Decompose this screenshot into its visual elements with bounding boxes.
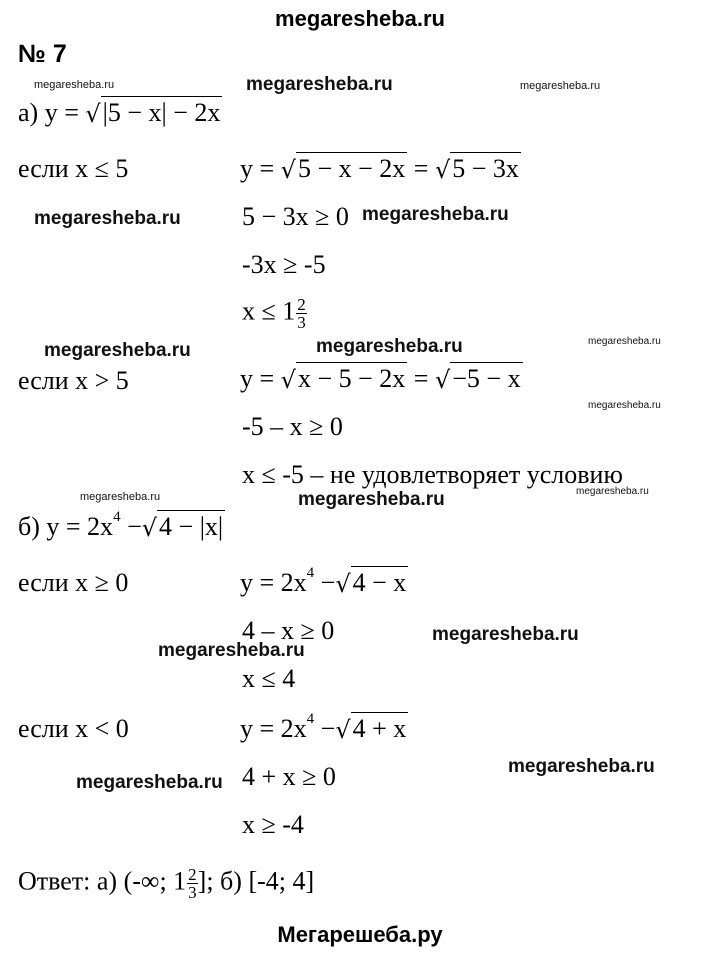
case-equation bbox=[240, 156, 521, 182]
part-b-function bbox=[18, 509, 225, 542]
step: -5 – x ≥ 0 bbox=[242, 412, 343, 441]
case-equation bbox=[240, 565, 408, 598]
answer-tail: ]; б) [-4; 4] bbox=[197, 866, 315, 896]
numerator: 2 bbox=[297, 295, 306, 314]
eq-mid: = bbox=[407, 154, 435, 183]
numerator: 2 bbox=[188, 865, 197, 884]
site-header: megaresheba.ru bbox=[275, 6, 445, 31]
eq-lead: y = bbox=[240, 154, 281, 183]
exponent: 4 bbox=[306, 565, 315, 581]
radicand: 4 − x bbox=[352, 568, 407, 597]
eq-mid: = bbox=[407, 364, 435, 393]
radicand: |5 − x| − 2x bbox=[102, 98, 221, 127]
case-equation bbox=[240, 711, 408, 744]
watermark: megaresheba.ru bbox=[158, 640, 305, 661]
watermark: megaresheba.ru bbox=[520, 80, 601, 92]
watermark: megaresheba.ru bbox=[44, 340, 191, 361]
sqrt: √x − 5 − 2x bbox=[280, 364, 406, 394]
step: -3x ≥ -5 bbox=[242, 250, 326, 279]
problem-number: № 7 bbox=[18, 40, 67, 68]
eq-lead: y = 2x bbox=[240, 568, 307, 597]
sqrt: √−5 − x bbox=[434, 364, 521, 394]
radicand: x − 5 − 2x bbox=[297, 364, 406, 393]
case-condition: если x > 5 bbox=[18, 366, 129, 395]
site-footer: Мегарешеба.ру bbox=[277, 922, 443, 947]
case-condition: если x ≥ 0 bbox=[18, 568, 129, 597]
eq-lead: y = 2x bbox=[240, 714, 307, 743]
watermark: megaresheba.ru bbox=[576, 486, 649, 497]
radicand: 5 − x − 2x bbox=[297, 154, 406, 183]
radicand: 4 + x bbox=[352, 714, 407, 743]
watermark: megaresheba.ru bbox=[588, 400, 661, 411]
exponent: 4 bbox=[306, 711, 315, 727]
eq-lead: y = bbox=[240, 364, 281, 393]
answer-line bbox=[18, 866, 314, 901]
exponent: 4 bbox=[113, 509, 121, 525]
watermark: megaresheba.ru bbox=[34, 208, 181, 229]
fraction bbox=[187, 866, 198, 901]
answer-lead: Ответ: а) (-∞; 1 bbox=[18, 866, 187, 896]
watermark: megaresheba.ru bbox=[76, 772, 223, 793]
watermark: megaresheba.ru bbox=[508, 756, 655, 777]
step: 4 – x ≥ 0 bbox=[242, 616, 335, 645]
fraction bbox=[296, 296, 307, 331]
radicand: 5 − 3x bbox=[452, 154, 519, 183]
part-b-label: б) y = 2x bbox=[18, 512, 114, 541]
case-equation bbox=[240, 366, 523, 392]
minus-sign: − bbox=[314, 568, 336, 597]
watermark: megaresheba.ru bbox=[246, 74, 393, 95]
step: x ≥ -4 bbox=[242, 810, 304, 839]
radicand: −5 − x bbox=[452, 364, 521, 393]
sqrt: √4 + x bbox=[335, 714, 407, 744]
watermark: megaresheba.ru bbox=[80, 491, 161, 503]
part-a-function bbox=[18, 100, 222, 126]
sqrt: √4 − x bbox=[335, 568, 407, 598]
radicand: 4 − |x| bbox=[159, 512, 224, 541]
watermark: megaresheba.ru bbox=[432, 624, 579, 645]
watermark: megaresheba.ru bbox=[362, 204, 509, 225]
denominator: 3 bbox=[297, 313, 306, 332]
step-lead: x ≤ 1 bbox=[242, 296, 296, 326]
watermark: megaresheba.ru bbox=[34, 79, 115, 91]
case-condition: если x < 0 bbox=[18, 714, 129, 743]
step: 5 − 3x ≥ 0 bbox=[242, 202, 349, 231]
sqrt: √5 − 3x bbox=[434, 154, 519, 184]
denominator: 3 bbox=[188, 883, 197, 902]
part-a-label: а) y = bbox=[18, 98, 86, 127]
minus-sign: − bbox=[120, 512, 142, 541]
sqrt: √|5 − x| − 2x bbox=[85, 98, 221, 128]
case-condition: если x ≤ 5 bbox=[18, 154, 129, 183]
step-with-fraction bbox=[242, 296, 307, 331]
step: 4 + x ≥ 0 bbox=[242, 762, 336, 791]
minus-sign: − bbox=[314, 714, 336, 743]
watermark: megaresheba.ru bbox=[588, 336, 661, 347]
sqrt: √5 − x − 2x bbox=[280, 154, 406, 184]
sqrt: √4 − |x| bbox=[141, 512, 224, 542]
watermark: megaresheba.ru bbox=[298, 489, 445, 510]
step: x ≤ -5 – не удовлетворяет условию bbox=[242, 460, 623, 489]
watermark: megaresheba.ru bbox=[316, 336, 463, 357]
step: x ≤ 4 bbox=[242, 664, 296, 693]
